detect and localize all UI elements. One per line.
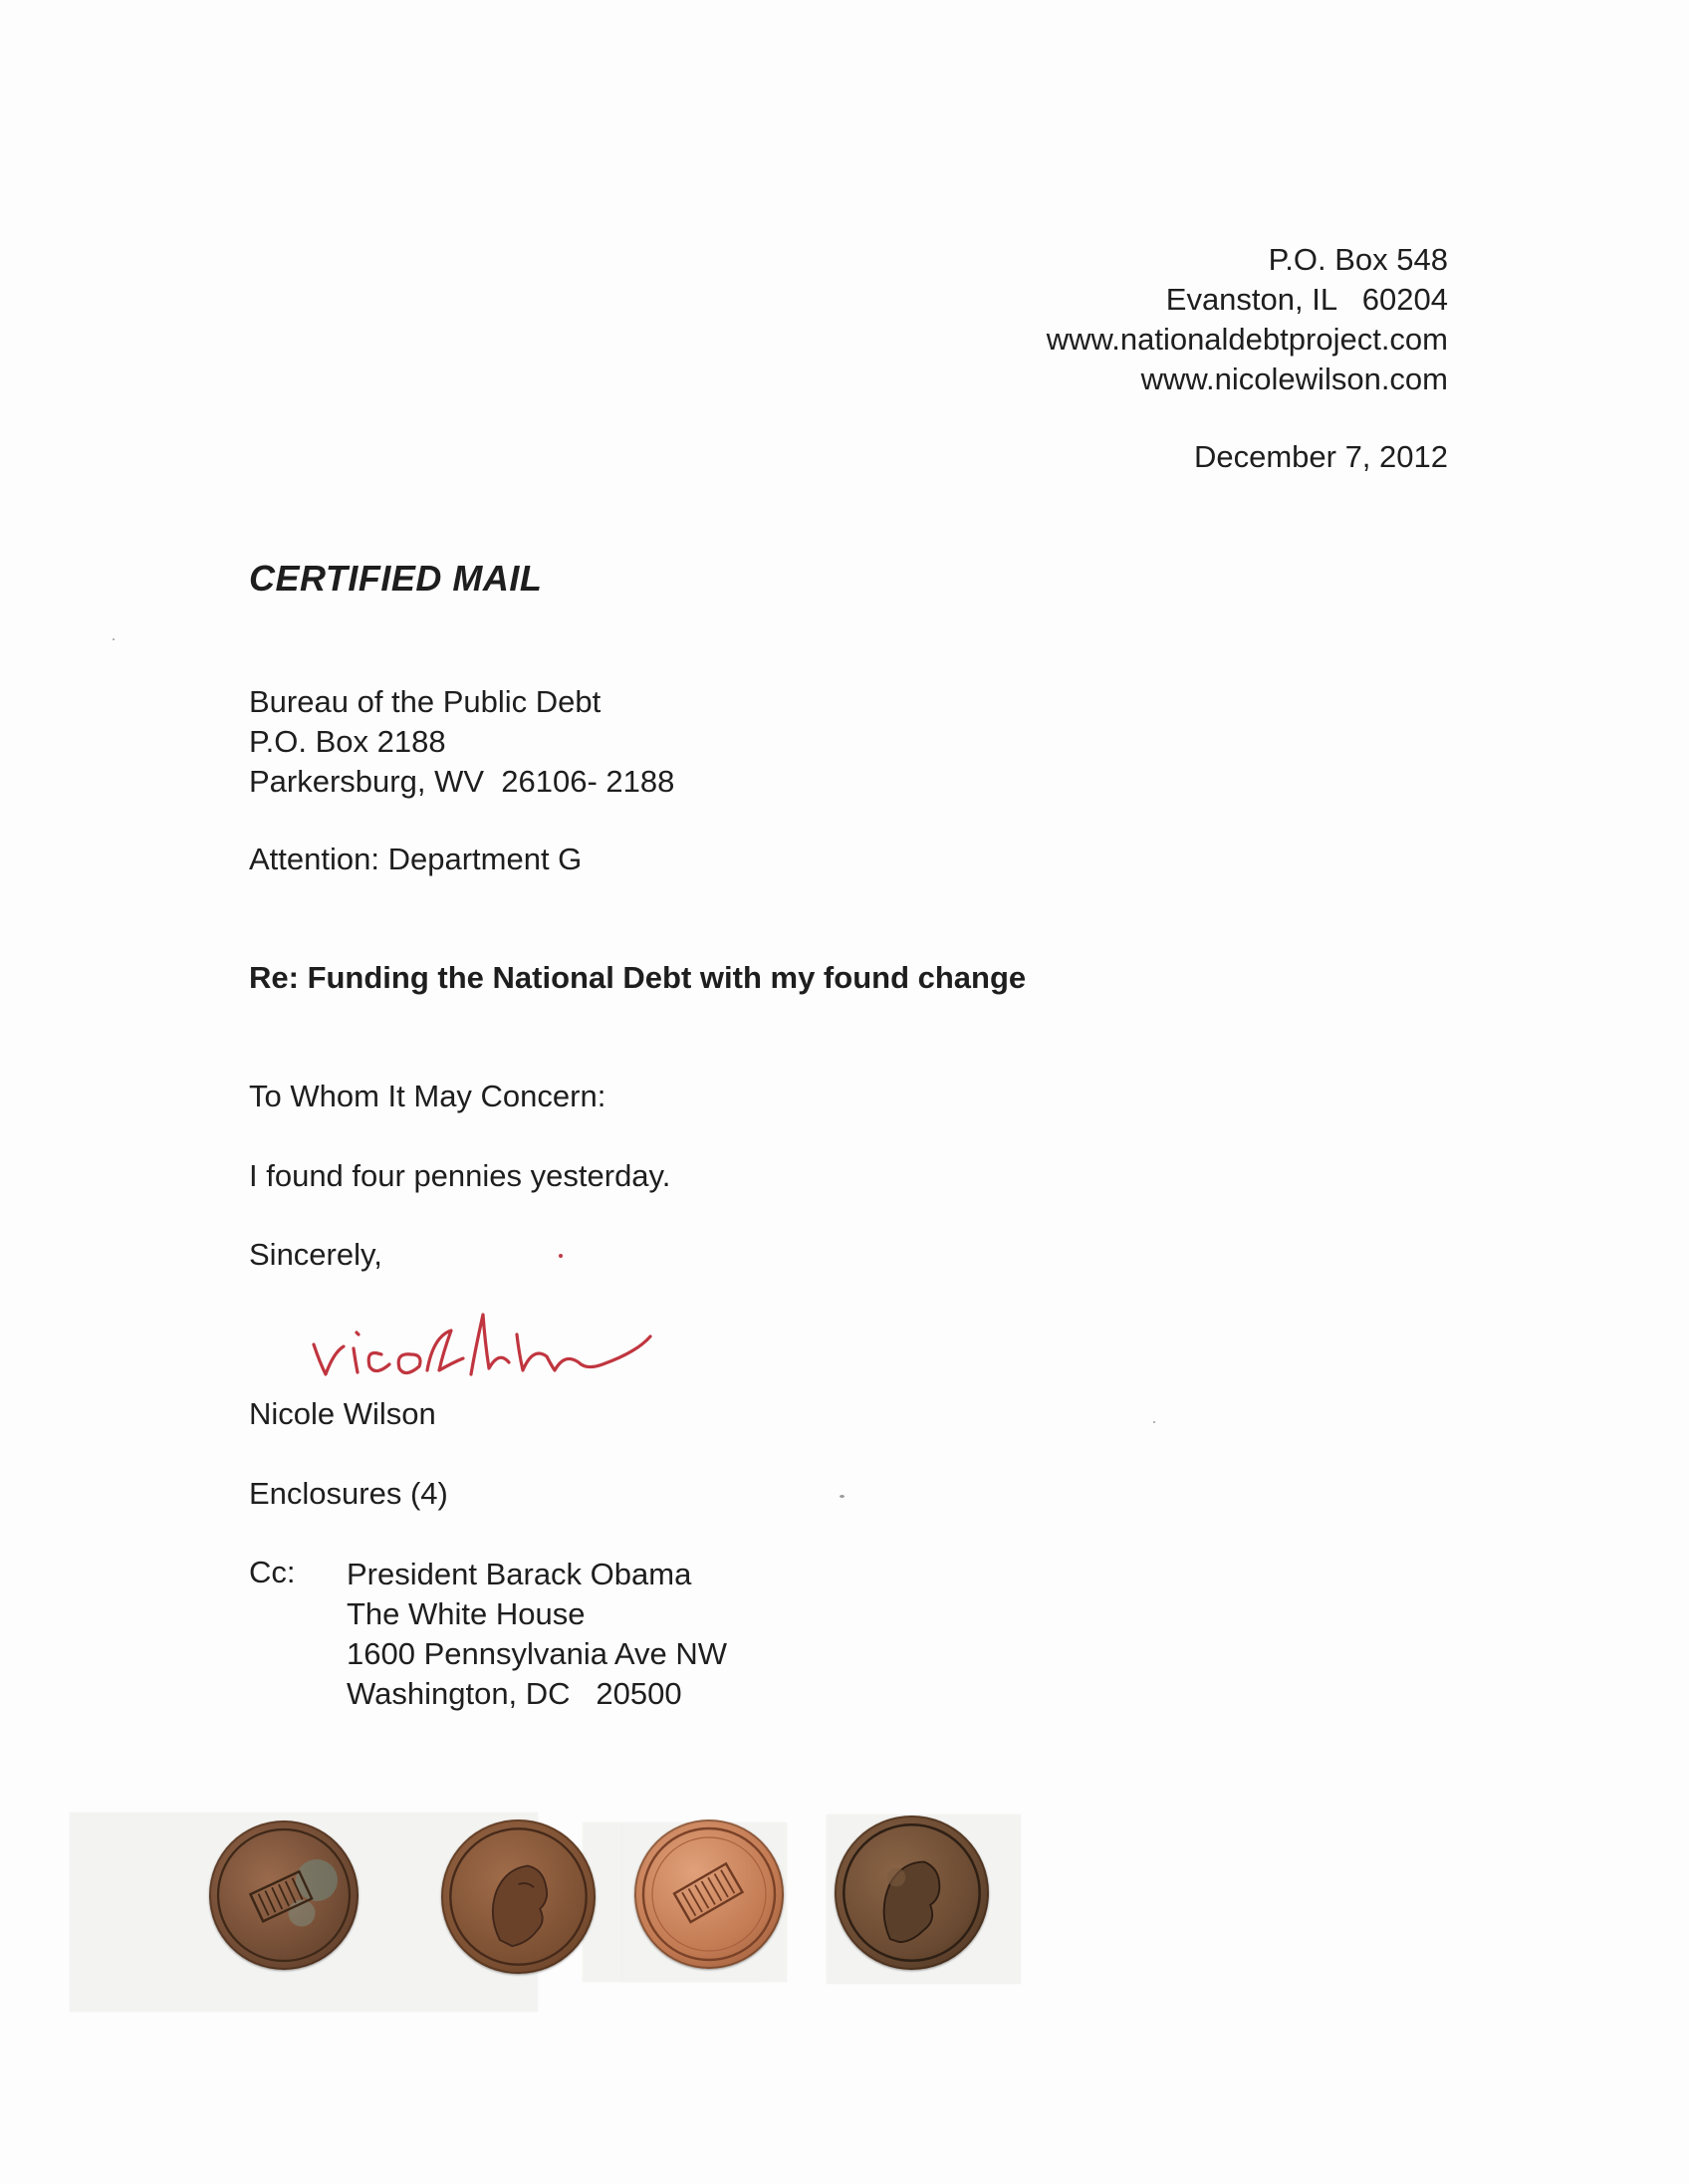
scan-speck <box>559 1254 563 1258</box>
scan-speck <box>840 1495 844 1498</box>
attention-line: Attention: Department G <box>249 842 583 876</box>
subject-line: Re: Funding the National Debt with my found change <box>249 960 1027 995</box>
recipient-city-state-zip: Parkersburg, WV 26106- 2188 <box>249 764 675 799</box>
enclosures-note: Enclosures (4) <box>249 1476 448 1511</box>
cc-address-block <box>347 1555 727 1714</box>
recipient-address-block <box>249 682 674 802</box>
recipient-name: Bureau of the Public Debt <box>249 684 602 719</box>
sender-website-2: www.nicolewilson.com <box>1140 362 1448 396</box>
handwritten-signature <box>304 1275 672 1389</box>
recipient-po-box: P.O. Box 2188 <box>249 724 446 759</box>
sender-city-state-zip: Evanston, IL 60204 <box>1165 282 1448 317</box>
scan-speck <box>1153 1421 1155 1423</box>
cc-organization: The White House <box>347 1596 586 1631</box>
sender-address-block <box>751 240 1448 399</box>
penny-obverse-icon <box>441 1820 596 1974</box>
letter-date: December 7, 2012 <box>1193 439 1448 474</box>
scan-speck <box>113 638 115 640</box>
cc-city-state-zip: Washington, DC 20500 <box>347 1676 682 1711</box>
sender-po-box: P.O. Box 548 <box>1268 242 1448 277</box>
cc-street: 1600 Pennsylvania Ave NW <box>347 1636 727 1671</box>
penny-reverse-icon <box>209 1820 359 1970</box>
salutation: To Whom It May Concern: <box>249 1079 606 1113</box>
letter-body: I found four pennies yesterday. <box>249 1158 671 1193</box>
cc-name: President Barack Obama <box>347 1557 692 1591</box>
cc-label: Cc: <box>249 1555 296 1589</box>
penny-reverse-icon <box>634 1820 784 1969</box>
certified-mail-heading: CERTIFIED MAIL <box>249 558 543 599</box>
signer-name: Nicole Wilson <box>249 1396 436 1431</box>
closing: Sincerely, <box>249 1237 382 1272</box>
sender-website-1: www.nationaldebtproject.com <box>1046 322 1448 357</box>
penny-obverse-icon <box>835 1816 989 1970</box>
